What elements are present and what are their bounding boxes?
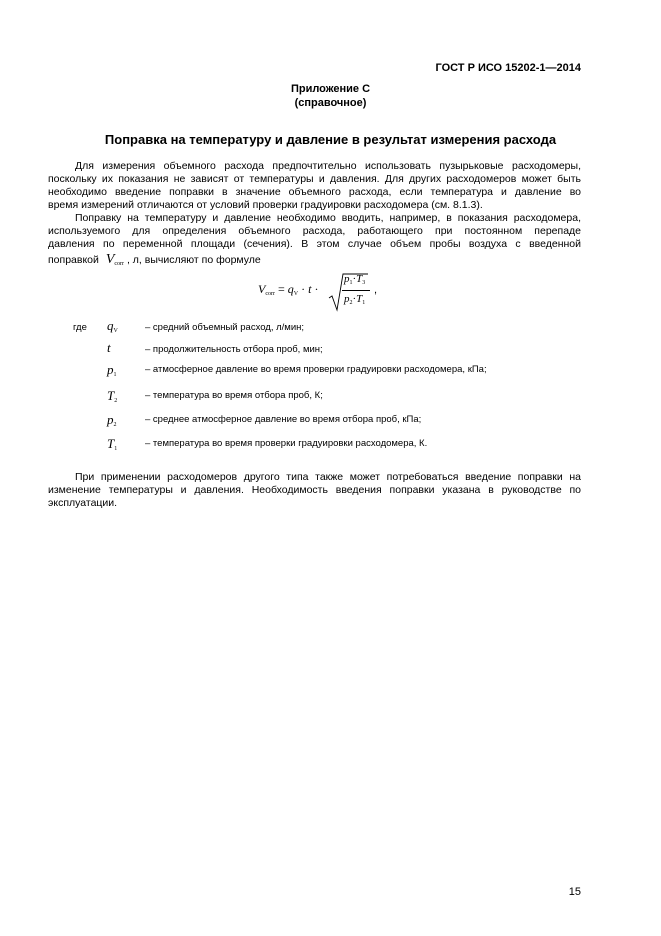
sym-p1: p	[107, 362, 114, 377]
den-p: p	[344, 293, 350, 305]
definition-row	[73, 412, 593, 436]
paragraph-2	[48, 212, 581, 251]
definition-row	[73, 362, 593, 388]
definition-text: – температура во время отбора проб, К;	[145, 390, 323, 401]
num-t-sub: 3	[362, 280, 366, 286]
den-t-sub: 1	[362, 300, 366, 306]
section-title: Поправка на температуру и давление в результат измерения расхода	[104, 132, 557, 147]
definition-row	[73, 340, 593, 362]
definition-symbol	[107, 340, 111, 356]
para2-before: поправкой	[48, 254, 99, 266]
den-t: T	[356, 293, 363, 305]
formula-dot-1: ·	[301, 282, 306, 296]
definitions-list	[73, 318, 593, 458]
definition-text: – продолжительность отбора проб, мин;	[145, 344, 323, 355]
sym-p1-sub: 1	[113, 372, 117, 378]
definition-row	[73, 318, 593, 340]
para1-line-4: время измерений отличаются от условий проверки градуировки расходомера (см. 8.1.3).	[48, 199, 483, 211]
sym-p2-sub: 2	[113, 422, 117, 428]
formula-comma: ,	[374, 284, 378, 296]
sym-q: q	[107, 318, 114, 333]
para1-line-2: поскольку их показания не зависят от температуры и давления. Для других расходомеров может быть	[48, 173, 581, 185]
num-p: p	[344, 273, 350, 285]
paragraph-3	[48, 471, 581, 510]
para2-line-3: давления по переменной площади (сечения). В этом случае объем пробы воздуха с введенной	[48, 238, 581, 250]
den-p-sub: 2	[349, 300, 353, 306]
formula-equals: =	[278, 282, 285, 296]
definition-symbol	[107, 412, 117, 428]
definition-row	[73, 436, 593, 458]
definition-text: – температура во время проверки градуировки расходомера, К.	[145, 438, 428, 449]
para3-line-3: эксплуатации.	[48, 497, 118, 509]
formula-t: t	[308, 282, 312, 296]
sym-t2: T	[107, 388, 115, 403]
annex-heading	[0, 82, 661, 110]
formula-lhs	[258, 282, 318, 297]
para3-line-2: изменение температуры и давления. Необходимость введения поправки указана в руководстве по	[48, 484, 581, 496]
sym-p2: p	[107, 412, 114, 427]
formula-numerator	[344, 273, 365, 286]
sym-q-sub: V	[113, 328, 118, 334]
definition-text: – среднее атмосферное давление во время отбора проб, кПа;	[145, 414, 422, 425]
para1-line-3: необходимо введение поправки в значение объемного расхода, если температура и давление во	[48, 186, 581, 198]
formula-v-sub: corr	[265, 291, 276, 297]
page-number: 15	[568, 886, 581, 898]
sym-t1: T	[107, 436, 115, 451]
formula-dot-2: ·	[314, 282, 319, 296]
definition-symbol	[107, 388, 117, 404]
num-t: T	[356, 273, 363, 285]
formula-q: q	[287, 282, 294, 296]
fraction-bar	[342, 290, 370, 291]
formula	[258, 270, 398, 312]
annex-type: (справочное)	[294, 97, 367, 109]
standard-designation: ГОСТ Р ИСО 15202-1—2014	[435, 62, 581, 74]
num-dot: ·	[352, 273, 357, 285]
para2-line-4	[48, 252, 261, 268]
para2-after: , л, вычисляют по формуле	[126, 254, 261, 266]
definition-text: – средний объемный расход, л/мин;	[145, 322, 305, 333]
v-corr-symbol	[106, 252, 124, 267]
formula-denominator	[344, 293, 365, 306]
para2-line-2: используемого для определения объемного расхода, работающего при постоянном перепаде	[48, 225, 581, 237]
definition-symbol	[107, 362, 117, 378]
paragraph-1	[48, 160, 581, 212]
definition-text: – атмосферное давление во время проверки градуировки расходомера, кПа;	[145, 364, 487, 375]
formula-v: V	[258, 282, 266, 296]
sym-t: t	[107, 340, 111, 355]
v-symbol: V	[105, 252, 115, 267]
sym-t1-sub: 1	[114, 446, 118, 452]
definition-symbol	[107, 318, 118, 334]
annex-label: Приложение С	[290, 83, 371, 95]
where-label: где	[73, 322, 87, 333]
den-dot: ·	[352, 293, 357, 305]
definition-row	[73, 388, 593, 412]
para3-line-1: При применении расходомеров другого типа также может потребоваться введение поправки на	[75, 471, 581, 483]
definition-symbol	[107, 436, 117, 452]
formula-q-sub: V	[293, 291, 299, 297]
num-p-sub: 1	[349, 280, 353, 286]
corr-subscript: corr	[114, 261, 125, 267]
para2-line-1: Поправку на температуру и давление необходимо вводить, например, в показания расходомера,	[75, 212, 581, 224]
sym-t2-sub: 2	[114, 398, 118, 404]
para1-line-1: Для измерения объемного расхода предпочтительно использовать пузырьковые расходомеры,	[75, 160, 581, 172]
